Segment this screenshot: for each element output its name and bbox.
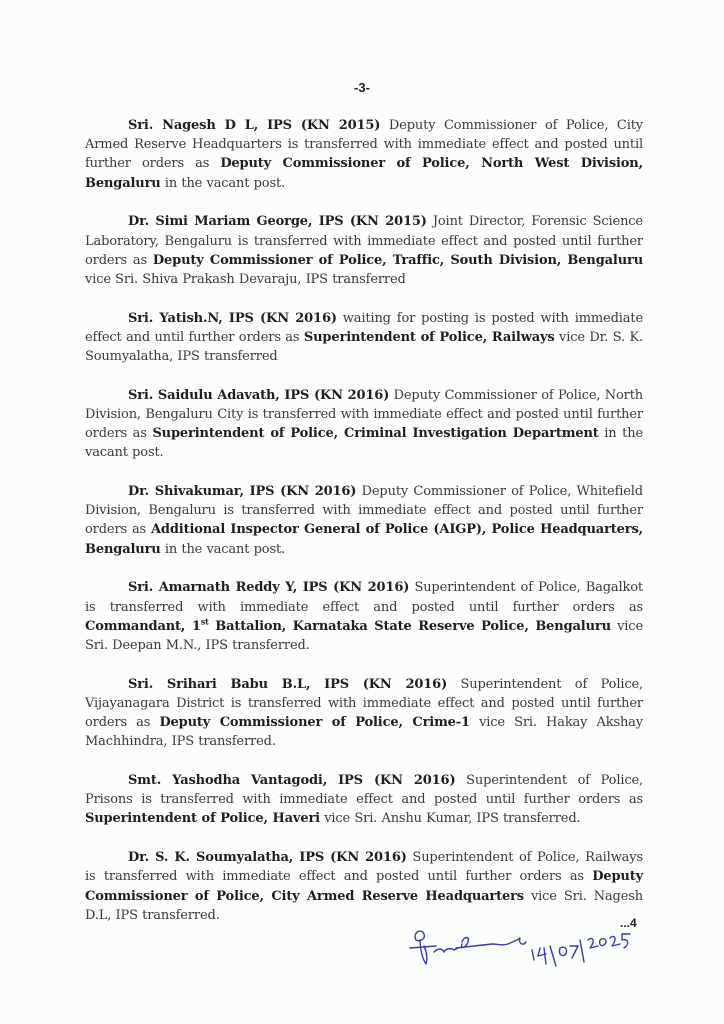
date-slash (580, 940, 584, 962)
officer-name: Sri. Saidulu Adavath, IPS (KN 2016) (128, 387, 390, 403)
new-post: Superintendent of Police, Criminal Investigation Department (152, 426, 599, 442)
current-post: Deputy Commissioner of Police, North Division, Bengaluru City is transferred with immediate effect and posted until further orders as (85, 387, 643, 442)
new-post: Deputy Commissioner of Police, Traffic, South Division, Bengaluru (152, 252, 643, 268)
signature-stroke (434, 948, 458, 952)
officer-name: Sri. Yatish.N, IPS (KN 2016) (128, 310, 337, 326)
handwritten-signature (408, 918, 648, 978)
signature-stroke (410, 931, 436, 964)
officer-name: Sri. Amarnath Reddy Y, IPS (KN 2016) (128, 580, 410, 596)
transfer-paragraph (85, 675, 643, 752)
remark: in the vacant post. (160, 175, 286, 191)
date-2025 (588, 934, 630, 948)
transfer-paragraph (85, 386, 643, 463)
officer-name: Sri. Nagesh D L, IPS (KN 2015) (128, 118, 381, 133)
transfer-paragraph (85, 848, 643, 925)
transfer-paragraph (85, 116, 643, 193)
current-post: Superintendent of Police, Vijayanagara District is transferred with immediate effect and posted until further orders as (85, 676, 643, 731)
remark: vice Dr. S. K. Soumyalatha, IPS transferred (85, 329, 644, 365)
new-post: Deputy Commissioner of Police, Crime-1 (159, 715, 470, 731)
remark: vice Sri. Shiva Prakash Devaraju, IPS transferred (85, 271, 406, 287)
ordinal-suffix: st (200, 616, 209, 627)
new-post: Deputy Commissioner of Police, North West Division, Bengaluru (85, 156, 643, 191)
officer-name: Smt. Yashodha Vantagodi, IPS (KN 2016) (128, 772, 456, 788)
date-1 (532, 948, 546, 964)
transfer-paragraph (85, 482, 643, 559)
remark: vice Sri. Deepan M.N., IPS transferred. (85, 618, 643, 653)
remark: vice Sri. Nagesh D.L, IPS transferred. (85, 888, 643, 923)
transfer-paragraph (85, 771, 643, 829)
new-post-part: Battalion, Karnataka State Reserve Police, Bengaluru (208, 618, 611, 634)
transfer-paragraph (85, 309, 643, 367)
current-post: Deputy Commissioner of Police, Whitefield Division, Bengaluru is transferred with immediate effect and posted until further orders as (85, 484, 643, 538)
remark: vice Sri. Anshu Kumar, IPS transferred. (319, 811, 581, 827)
document-body (85, 116, 643, 944)
officer-name: Dr. S. K. Soumyalatha, IPS (KN 2016) (128, 850, 407, 866)
remark: in the vacant post. (85, 426, 643, 461)
signature-stroke (456, 938, 526, 949)
current-post: Superintendent of Police, Prisons is transferred with immediate effect and posted until further orders as (85, 772, 643, 808)
officer-name: Sri. Srihari Babu B.L, IPS (KN 2016) (128, 676, 448, 692)
new-post: Superintendent of Police, Haveri (85, 811, 320, 827)
new-post: Additional Inspector General of Police (AIGP), Police Headquarters, Bengaluru (85, 522, 643, 557)
page-number: -3- (354, 80, 370, 95)
new-post (85, 616, 611, 634)
date-07 (559, 946, 578, 958)
current-post: Superintendent of Police, Railways is transferred with immediate effect and posted until further orders as (85, 850, 643, 885)
officer-name: Dr. Shivakumar, IPS (KN 2016) (128, 484, 357, 500)
current-post: Joint Director, Forensic Science Laboratory, Bengaluru is transferred with immediate effect and posted until further orders as (85, 214, 643, 268)
current-post: waiting for posting is posted with immediate effect and until further orders as (85, 310, 644, 345)
remark: in the vacant post. (160, 541, 286, 557)
date-slash (550, 946, 556, 966)
current-post: Superintendent of Police, Bagalkot is transferred with immediate effect and posted until further orders as (85, 580, 643, 615)
new-post-part: Commandant, 1 (85, 618, 201, 634)
continuation-marker: ...4 (620, 916, 637, 930)
new-post: Superintendent of Police, Railways (303, 329, 555, 345)
new-post: Deputy Commissioner of Police, City Armed Reserve Headquarters (85, 869, 643, 904)
transfer-paragraph (85, 212, 643, 289)
transfer-paragraph (85, 578, 643, 655)
officer-name: Dr. Simi Mariam George, IPS (KN 2015) (128, 214, 427, 230)
remark: vice Sri. Hakay Akshay Machhindra, IPS transferred. (85, 715, 643, 750)
current-post: Deputy Commissioner of Police, City Armed Reserve Headquarters is transferred with immediate effect and posted until further orders as (85, 118, 643, 172)
